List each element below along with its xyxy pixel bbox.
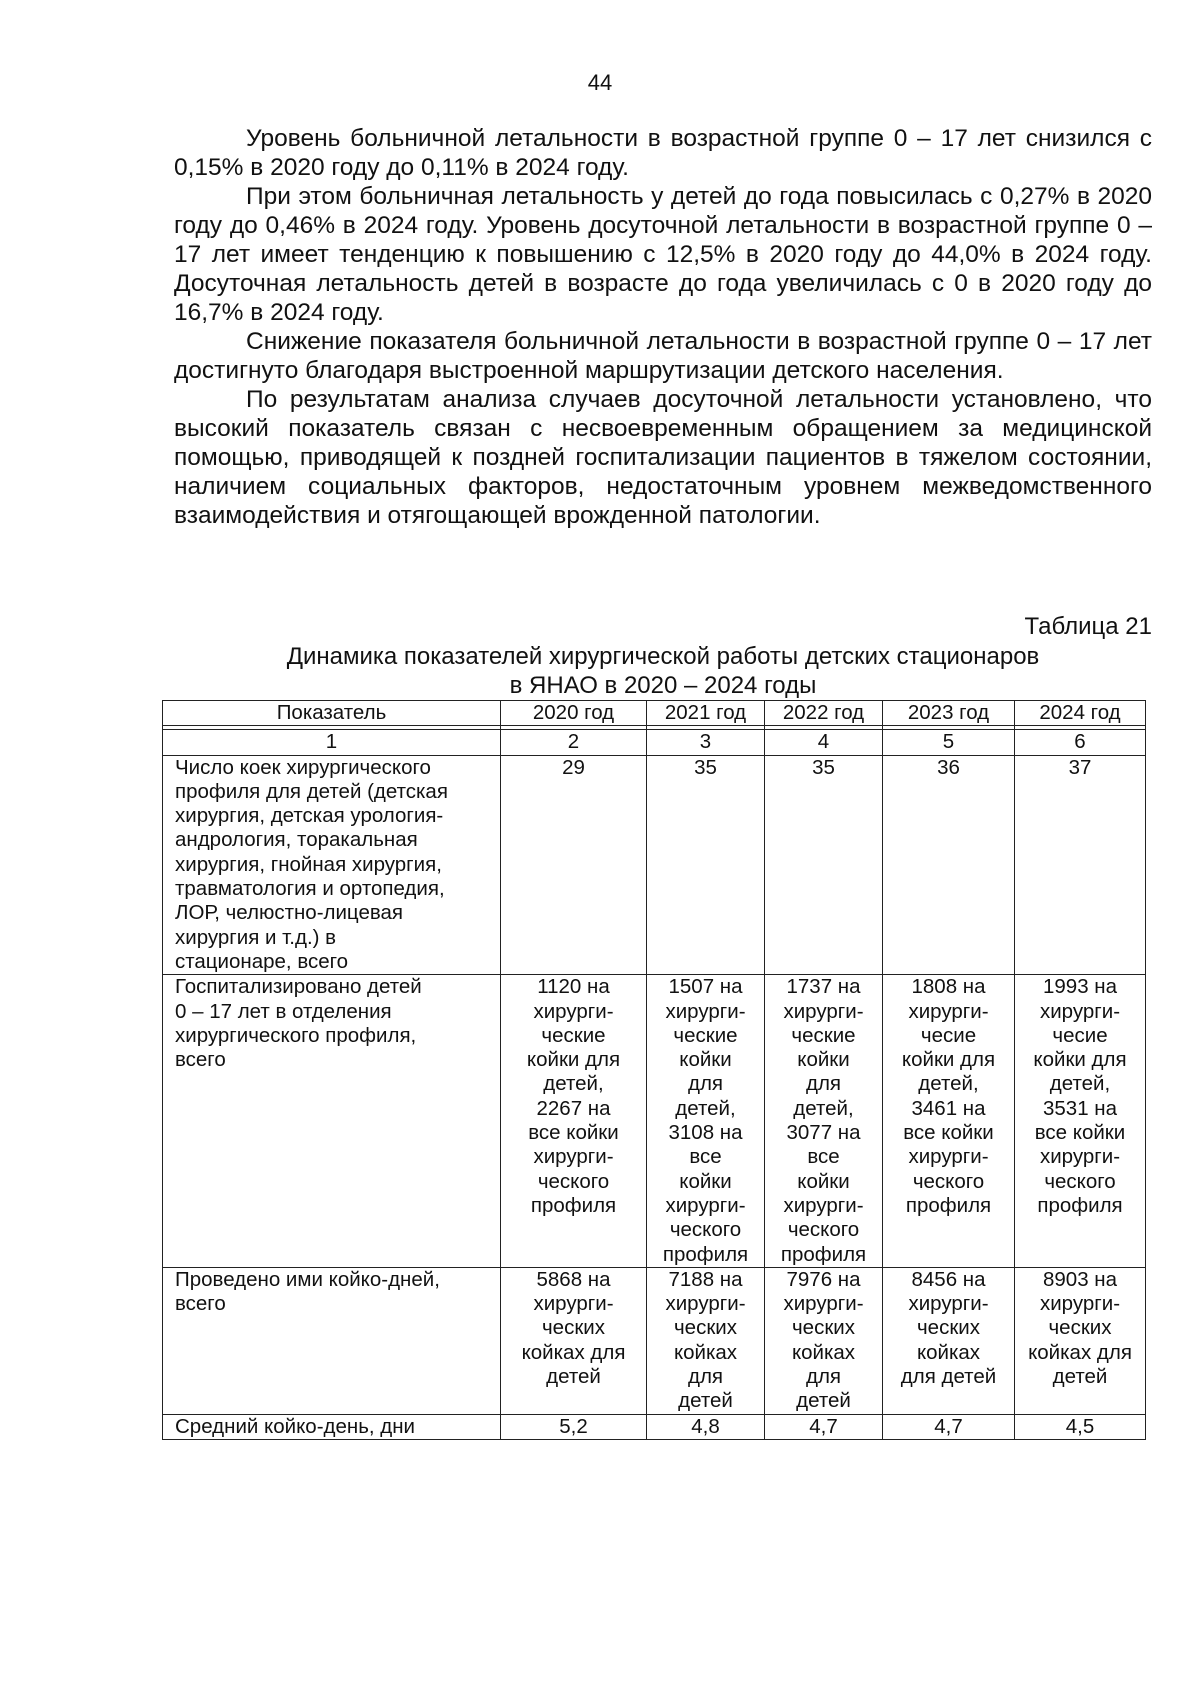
value-line: все койки <box>1034 1121 1126 1145</box>
value-cell <box>501 755 647 975</box>
value-cell <box>647 755 765 975</box>
table-label: Таблица 21 <box>1024 613 1152 640</box>
value-line: 3077 на <box>786 1121 861 1145</box>
value-line: все <box>689 1145 722 1169</box>
indicator-line: андрология, торакальная <box>175 828 418 852</box>
paragraph-2: При этом больничная летальность у детей до года повысилась с 0,27% в 2020 году до 0,46% в 2024 году. Уровень досуточной летальности в возрастной группе 0 – 17 лет имеет тенденцию к повышению с 12,5% в 2020 году до 44,0% в 2024 году. Досуточная летальность детей в возрасте до года увеличилась с 0 в 2020 году до 16,7% в 2024 году. <box>174 183 1152 326</box>
body-text <box>174 124 1152 530</box>
value-line: для <box>805 1365 842 1389</box>
value-line: 4,8 <box>691 1414 720 1438</box>
header-cell: Показатель <box>163 701 501 726</box>
value-line: койках для <box>1028 1340 1132 1364</box>
value-line: ческого <box>787 1218 860 1242</box>
value-cell <box>1015 755 1146 975</box>
value-line: детей, <box>1049 1072 1111 1096</box>
value-cell <box>1015 975 1146 1268</box>
indicator-line: ЛОР, челюстно-лицевая <box>175 901 404 925</box>
value-line: хирурги- <box>908 1292 989 1316</box>
indicator-line: Проведено ими койко-дней, <box>175 1267 440 1291</box>
value-line: хирурги- <box>665 999 746 1023</box>
number-cell: 2 <box>501 730 647 755</box>
value-line: хирурги- <box>665 1292 746 1316</box>
page-number: 44 <box>587 70 613 95</box>
table-header-row <box>163 701 1146 726</box>
value-line: 1808 на <box>911 975 986 999</box>
indicator-line: стационаре, всего <box>175 949 349 973</box>
table-row <box>163 755 1146 975</box>
value-cell <box>765 975 883 1268</box>
value-line: хирурги- <box>908 1145 989 1169</box>
indicator-line: профиля для детей (детская <box>175 779 448 803</box>
number-cell: 4 <box>765 730 883 755</box>
value-line: хирурги- <box>783 999 864 1023</box>
value-line: хирурги- <box>783 1193 864 1217</box>
table-row <box>163 1267 1146 1414</box>
indicator-cell <box>163 975 501 1268</box>
value-cell <box>765 755 883 975</box>
value-line: ческого <box>537 1169 610 1193</box>
table-title <box>174 642 1152 700</box>
value-line: детей <box>1052 1365 1108 1389</box>
value-cell <box>501 1267 647 1414</box>
value-line: койки <box>679 1169 732 1193</box>
value-line: ческих <box>1048 1316 1112 1340</box>
value-line: ческие <box>791 1023 856 1047</box>
value-line: ческих <box>673 1316 737 1340</box>
value-line: ческих <box>541 1316 605 1340</box>
value-cell <box>1015 1414 1146 1439</box>
value-line: детей, <box>675 1096 736 1120</box>
table-number-row <box>163 730 1146 755</box>
paragraph-3: Снижение показателя больничной летальности в возрастной группе 0 – 17 лет достигнуто благодаря выстроенной маршрутизации детского населения. <box>174 328 1152 384</box>
indicator-line: Госпитализировано детей <box>175 975 422 999</box>
number-cell: 5 <box>883 730 1015 755</box>
indicator-line: 0 – 17 лет в отделения <box>175 999 392 1023</box>
paragraph-1: Уровень больничной летальности в возрастной группе 0 – 17 лет снизился с 0,15% в 2020 году до 0,11% в 2024 году. <box>174 125 1152 181</box>
paragraph-4: По результатам анализа случаев досуточной летальности установлено, что высокий показатель связан с несвоевременным обращением за медицинской помощью, приводящей к поздней госпитализации пациентов в тяжелом состоянии, наличием социальных факторов, недостаточным уровнем межведомственного взаимодействия и отягощающей врожденной патологии. <box>174 386 1152 529</box>
indicator-line: хирургия и т.д.) в <box>175 925 337 949</box>
indicator-line: хирургия, гнойная хирургия, <box>175 852 442 876</box>
value-line: койки <box>679 1048 732 1072</box>
value-cell <box>765 1267 883 1414</box>
value-line: 29 <box>562 755 585 779</box>
value-line: 4,5 <box>1065 1414 1095 1438</box>
indicator-line: хирургического профиля, <box>175 1023 417 1047</box>
value-cell <box>883 1267 1015 1414</box>
number-cell: 1 <box>163 730 501 755</box>
value-line: хирурги- <box>908 999 989 1023</box>
header-cell: 2024 год <box>1015 701 1146 726</box>
indicator-line: Число коек хирургического <box>175 755 431 779</box>
indicator-line: всего <box>175 1048 226 1072</box>
value-cell <box>501 1414 647 1439</box>
value-line: детей, <box>918 1072 979 1096</box>
value-line: 35 <box>812 755 835 779</box>
value-line: койки для <box>526 1048 621 1072</box>
value-line: койки <box>797 1169 850 1193</box>
value-line: чесие <box>920 1023 977 1047</box>
value-line: хирурги- <box>533 1292 614 1316</box>
indicator-line: травматология и ортопедия, <box>175 877 445 901</box>
value-cell <box>647 1267 765 1414</box>
value-line: 5,2 <box>559 1414 588 1438</box>
value-line: ческого <box>912 1169 985 1193</box>
value-cell <box>647 1414 765 1439</box>
value-line: детей, <box>543 1072 604 1096</box>
indicator-line: Средний койко-день, дни <box>175 1414 416 1438</box>
value-line: детей <box>546 1365 601 1389</box>
value-line: детей <box>796 1389 851 1413</box>
value-line: профиля <box>905 1193 992 1217</box>
number-cell: 3 <box>647 730 765 755</box>
value-line: хирурги- <box>533 999 614 1023</box>
value-line: 3531 на <box>1042 1096 1118 1120</box>
value-line: хирурги- <box>1039 1145 1121 1169</box>
value-line: чесие <box>1052 1023 1108 1047</box>
value-line: койки для <box>1033 1048 1127 1072</box>
indicator-line: хирургия, детская урология- <box>175 804 444 828</box>
value-line: 5868 на <box>536 1267 611 1291</box>
value-line: профиля <box>530 1193 617 1217</box>
number-cell: 6 <box>1015 730 1146 755</box>
value-line: койках <box>673 1340 738 1364</box>
value-cell <box>501 975 647 1268</box>
value-line: для детей <box>900 1365 997 1389</box>
value-line: 1507 на <box>668 975 743 999</box>
value-line: 3461 на <box>911 1096 986 1120</box>
value-line: для <box>687 1072 724 1096</box>
value-line: ческого <box>1044 1169 1116 1193</box>
value-cell <box>765 1414 883 1439</box>
table-row <box>163 975 1146 1268</box>
header-cell: 2020 год <box>501 701 647 726</box>
table-row <box>163 1414 1146 1439</box>
indicator-cell <box>163 1414 501 1439</box>
value-line: 4,7 <box>934 1414 963 1438</box>
value-line: хирурги- <box>783 1292 864 1316</box>
indicator-line: всего <box>175 1292 226 1316</box>
value-line: койки для <box>901 1048 996 1072</box>
value-line: хирурги- <box>665 1193 746 1217</box>
value-line: ческие <box>541 1023 606 1047</box>
value-line: 7188 на <box>668 1267 743 1291</box>
value-line: профиля <box>1037 1193 1123 1217</box>
value-line: детей, <box>793 1096 854 1120</box>
table-title-line-1: Динамика показателей хирургической работы детских стационаров <box>286 643 1040 670</box>
value-line: все койки <box>903 1121 994 1145</box>
value-line: профиля <box>662 1242 749 1266</box>
value-line: койках <box>916 1340 981 1364</box>
value-line: все <box>807 1145 840 1169</box>
value-line: 7976 на <box>786 1267 861 1291</box>
value-line: койках для <box>521 1340 626 1364</box>
value-line: 1993 на <box>1042 975 1118 999</box>
indicator-cell <box>163 755 501 975</box>
value-line: хирурги- <box>533 1145 614 1169</box>
value-line: койках <box>791 1340 856 1364</box>
value-line: хирурги- <box>1039 999 1121 1023</box>
value-line: 1737 на <box>786 975 861 999</box>
value-line: ческого <box>669 1218 742 1242</box>
value-line: 4,7 <box>809 1414 838 1438</box>
value-line: 37 <box>1068 755 1092 779</box>
value-cell <box>883 1414 1015 1439</box>
value-line: 1120 на <box>537 975 610 999</box>
value-line: для <box>805 1072 842 1096</box>
value-line: 8903 на <box>1042 1267 1118 1291</box>
indicator-cell <box>163 1267 501 1414</box>
value-cell <box>1015 1267 1146 1414</box>
value-line: все койки <box>528 1121 619 1145</box>
value-line: ческие <box>673 1023 738 1047</box>
value-line: хирурги- <box>1039 1292 1121 1316</box>
value-line: детей <box>678 1389 733 1413</box>
value-line: ческих <box>916 1316 980 1340</box>
value-cell <box>647 975 765 1268</box>
value-line: ческих <box>791 1316 855 1340</box>
value-cell <box>883 975 1015 1268</box>
value-line: 2267 на <box>536 1096 611 1120</box>
table-title-line-2: в ЯНАО в 2020 – 2024 годы <box>509 672 817 699</box>
value-line: для <box>687 1365 724 1389</box>
value-line: 36 <box>937 755 960 779</box>
value-line: профиля <box>780 1242 867 1266</box>
value-line: 8456 на <box>911 1267 986 1291</box>
value-line: койки <box>797 1048 850 1072</box>
data-table <box>162 700 1146 1440</box>
header-cell: 2021 год <box>647 701 765 726</box>
value-cell <box>883 755 1015 975</box>
value-line: 35 <box>694 755 717 779</box>
header-cell: 2022 год <box>765 701 883 726</box>
value-line: 3108 на <box>668 1121 743 1145</box>
header-cell: 2023 год <box>883 701 1015 726</box>
